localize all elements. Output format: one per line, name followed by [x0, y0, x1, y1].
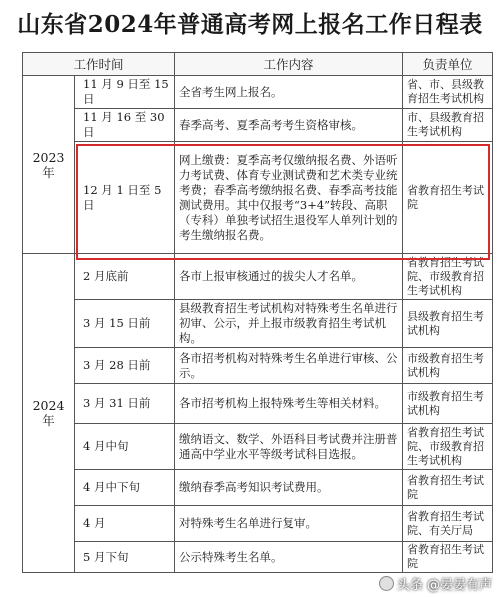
row-content: 各市上报审核通过的拔尖人才名单。 — [175, 254, 403, 300]
row-unit: 县级教育招生考试机构 — [403, 300, 493, 348]
row-content: 全省考生网上报名。 — [175, 76, 403, 109]
row-unit: 省教育招生考试院、市级教育招生考试机构 — [403, 254, 493, 300]
row-content: 网上缴费：夏季高考仅缴纳报名费、外语听力考试费、体育专业测试费和艺术类专业统考费；春季高考缴纳报名费、春季高考技能测试费用。其中仅报考“3+4”转段、高职（专科）单独考试招生退役军人单列计划的考生缴纳报名费。 — [175, 142, 403, 254]
schedule-table — [22, 52, 493, 573]
row-unit: 市、县级教育招生考试机构 — [403, 109, 493, 142]
row-content: 各市招考机构对特殊考生名单进行审核、公示。 — [175, 348, 403, 384]
row-unit: 省教育招生考试院 — [403, 142, 493, 254]
header-time: 工作时间 — [23, 53, 175, 76]
row-time: 5 月下旬 — [75, 542, 175, 573]
table-row — [23, 424, 493, 470]
row-time: 4 月 — [75, 506, 175, 542]
row-time: 11 月 9 日至 15 日 — [75, 76, 175, 109]
table-row — [23, 76, 493, 109]
row-content: 对特殊考生名单进行复审。 — [175, 506, 403, 542]
row-time: 3 月 15 日前 — [75, 300, 175, 348]
row-content: 春季高考、夏季高考考生资格审核。 — [175, 109, 403, 142]
row-content: 缴纳春季高考知识考试费用。 — [175, 470, 403, 506]
row-time: 3 月 31 日前 — [75, 384, 175, 424]
table-row — [23, 254, 493, 300]
row-time: 2 月底前 — [75, 254, 175, 300]
table-row — [23, 542, 493, 573]
year-2023: 2023 年 — [23, 76, 75, 254]
row-unit: 市级教育招生考试机构 — [403, 348, 493, 384]
table-row — [23, 300, 493, 348]
row-unit: 市级教育招生考试机构 — [403, 384, 493, 424]
year-2024: 2024 年 — [23, 254, 75, 573]
table-row — [23, 506, 493, 542]
row-unit: 省教育招生考试院、市级教育招生考试机构 — [403, 424, 493, 470]
row-content: 缴纳语文、数学、外语科目考试费并注册普通高中学业水平等级考试科目选报。 — [175, 424, 403, 470]
row-content: 公示特殊考生名单。 — [175, 542, 403, 573]
row-time: 3 月 28 日前 — [75, 348, 175, 384]
table-row — [23, 348, 493, 384]
row-time: 4 月中下旬 — [75, 470, 175, 506]
row-unit: 省、市、县级教育招生考试机构 — [403, 76, 493, 109]
table-row — [23, 142, 493, 254]
table-row — [23, 470, 493, 506]
row-time: 12 月 1 日至 5 日 — [75, 142, 175, 254]
row-time: 11 月 16 至 30 日 — [75, 109, 175, 142]
table-row — [23, 384, 493, 424]
header-unit: 负责单位 — [403, 53, 493, 76]
row-time: 4 月中旬 — [75, 424, 175, 470]
watermark — [379, 574, 492, 593]
table-row — [23, 109, 493, 142]
row-content: 各市招考机构上报特殊考生等相关材料。 — [175, 384, 403, 424]
watermark-text: 头条 @晏晏有声 — [396, 578, 492, 593]
header-content: 工作内容 — [175, 53, 403, 76]
row-unit: 省教育招生考试院、有关厅局 — [403, 506, 493, 542]
watermark-logo-icon — [379, 576, 394, 591]
page-title: 山东省2024年普通高考网上报名工作日程表 — [17, 11, 483, 38]
row-unit: 省教育招生考试院 — [403, 470, 493, 506]
row-unit: 省教育招生考试院 — [403, 542, 493, 573]
table-header-row — [23, 53, 493, 76]
row-content: 县级教育招生考试机构对特殊考生名单进行初审、公示，并上报市级教育招生考试机构。 — [175, 300, 403, 348]
